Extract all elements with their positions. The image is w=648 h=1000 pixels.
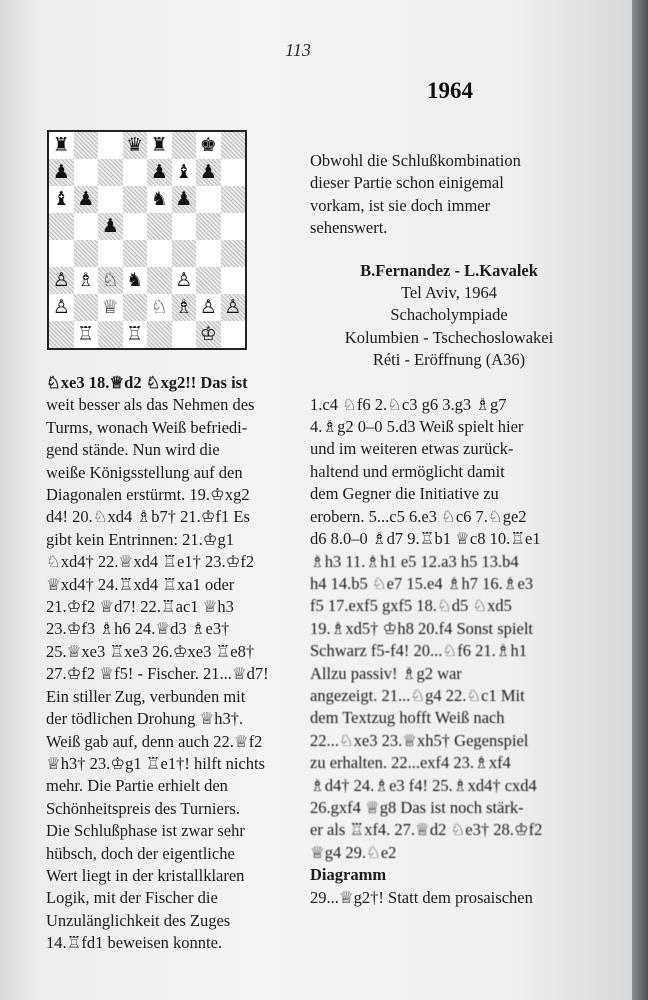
chess-square (221, 240, 246, 267)
text-line: gend stände. Nun wird die (46, 440, 220, 460)
chess-square (49, 213, 74, 240)
chess-square (221, 321, 246, 348)
chess-piece-icon: ♛ (126, 134, 144, 156)
intro-line: Obwohl die Schlußkombination (310, 151, 521, 170)
text-line: h4 14.b5 ♘e7 15.e4 ♗h7 16.♗e3 (310, 573, 534, 593)
chess-piece-icon: ♙ (199, 296, 217, 318)
text-line: dem Textzug hofft Weiß nach (310, 708, 505, 728)
game-place: Tel Aviv, 1964 (400, 283, 497, 303)
chess-piece-square (74, 186, 99, 213)
text-line: 22...♘xe3 23.♕xh5† Gegenspiel (310, 730, 529, 750)
chess-piece-icon: ♖ (77, 323, 95, 345)
section-year-heading: 1964 (427, 78, 473, 103)
text-line: 27.♔f2 ♕f5! - Fischer. 21...♕d7! (46, 664, 269, 684)
chess-piece-square (172, 159, 197, 186)
chess-piece-icon: ♟ (52, 161, 70, 183)
text-line: zu erhalten. 22...exf4 23.♗xf4 (310, 753, 511, 773)
game-teams: Kolumbien - Tschechoslowakei (344, 327, 554, 347)
chess-piece-square (172, 294, 197, 321)
chess-square (98, 159, 123, 186)
left-column-text (46, 372, 286, 955)
text-line: d6 8.0–0 ♗d7 9.♖b1 ♕c8 10.♖e1 (310, 529, 541, 549)
intro-line: dieser Partie schon einigemal (310, 173, 504, 193)
chess-piece-square (172, 186, 197, 213)
text-line: ♗h3 11.♗h1 e5 12.a3 h5 13.b4 (310, 551, 519, 571)
chess-diagram (47, 130, 247, 350)
chess-piece-icon: ♗ (175, 296, 193, 318)
chess-square (98, 186, 123, 213)
chess-square (74, 159, 99, 186)
text-line: f5 17.exf5 gxf5 18.♘d5 ♘xd5 (310, 596, 512, 616)
chess-piece-icon: ♙ (52, 269, 70, 291)
chess-square (123, 240, 148, 267)
chess-piece-icon: ♚ (199, 134, 217, 156)
chess-piece-icon: ♘ (101, 269, 119, 291)
text-line: 4.♗g2 0–0 5.d3 Weiß spielt hier (310, 417, 524, 437)
chess-piece-square (221, 294, 246, 321)
chess-piece-icon: ♘ (150, 296, 168, 318)
chess-piece-square (49, 267, 74, 294)
text-line: und im weiteren etwas zurück- (310, 439, 514, 459)
text-line: d4! 20.♘xd4 ♗b7† 21.♔f1 Es (46, 507, 250, 527)
chess-piece-icon: ♖ (126, 323, 144, 345)
chess-square (123, 159, 148, 186)
text-line: haltend und ermöglicht damit (310, 461, 505, 481)
game-header (310, 260, 588, 372)
text-line: er als ♖xf4. 27.♕d2 ♘e3† 28.♔f2 (310, 820, 543, 840)
chess-piece-icon: ♝ (175, 161, 193, 183)
chess-square (123, 294, 148, 321)
text-line: 14.♖fd1 beweisen konnte. (46, 933, 223, 953)
chess-piece-square (74, 267, 99, 294)
chess-piece-square (123, 132, 148, 159)
chess-piece-square (147, 132, 172, 159)
chess-square (221, 267, 246, 294)
chess-piece-square (196, 321, 221, 348)
chess-square (196, 240, 221, 267)
chess-piece-icon: ♟ (101, 215, 119, 237)
right-column-text (310, 150, 588, 909)
chess-piece-icon: ♙ (175, 269, 193, 291)
text-line: mehr. Die Partie erhielt den (46, 776, 228, 796)
text-line: 26.gxf4 ♕g8 Das ist noch stärk- (310, 797, 524, 817)
chess-square (221, 186, 246, 213)
text-line: Schwarz f5-f4! 20...♘f6 21.♗h1 (310, 641, 527, 661)
chess-piece-icon: ♔ (199, 323, 217, 345)
text-line: ♕g4 29.♘e2 (310, 842, 397, 862)
chess-piece-icon: ♙ (224, 296, 242, 318)
chess-square (74, 240, 99, 267)
text-line: Weiß gab auf, denn auch 22.♕f2 (46, 731, 263, 751)
chess-piece-square (172, 267, 197, 294)
chess-square (123, 213, 148, 240)
text-line: 25.♕xe3 ♖xe3 26.♔xe3 ♖e8† (46, 641, 255, 661)
chess-square (172, 132, 197, 159)
chess-piece-square (98, 267, 123, 294)
chess-piece-square (74, 321, 99, 348)
chess-piece-icon: ♟ (150, 161, 168, 183)
chess-square (49, 321, 74, 348)
chess-piece-square (123, 321, 148, 348)
chess-piece-icon: ♙ (52, 296, 70, 318)
chess-piece-square (147, 294, 172, 321)
text-line: ♕h3† 23.♔g1 ♖e1†! hilft nichts (46, 753, 265, 773)
chess-square (74, 294, 99, 321)
chess-piece-square (49, 132, 74, 159)
chess-square (49, 240, 74, 267)
text-line: ♘xd4† 22.♕xd4 ♖e1† 23.♔f2 (46, 552, 255, 572)
chess-piece-icon: ♟ (77, 188, 95, 210)
text-line: dem Gegner die Initiative zu (310, 484, 499, 504)
chess-square (196, 267, 221, 294)
chess-piece-square (196, 159, 221, 186)
text-line: Turms, wonach Weiß befriedi- (46, 417, 248, 437)
chess-piece-square (98, 294, 123, 321)
text-line: erobern. 5...c5 6.e3 ♘c6 7.♘ge2 (310, 506, 527, 526)
chess-square (221, 213, 246, 240)
chess-piece-icon: ♞ (150, 188, 168, 210)
chess-square (98, 132, 123, 159)
chess-square (123, 186, 148, 213)
chess-piece-square (196, 294, 221, 321)
chess-piece-square (49, 159, 74, 186)
background-edge (632, 0, 648, 1000)
text-line: Wert liegt in der kristallklaren (46, 865, 245, 885)
text-line: 23.♔f3 ♗h6 24.♕d3 ♗e3† (46, 619, 230, 639)
text-line: 1.c4 ♘f6 2.♘c3 g6 3.g3 ♗g7 (310, 394, 507, 414)
text-line: 21.♔f2 ♕d7! 22.♖ac1 ♕h3 (46, 597, 234, 617)
chess-square (196, 186, 221, 213)
chess-piece-icon: ♟ (199, 161, 217, 183)
chess-piece-square (196, 132, 221, 159)
chess-square (221, 159, 246, 186)
text-line: gibt kein Entrinnen: 21.♔g1 (46, 529, 235, 549)
text-line: Schönheitspreis des Turniers. (46, 798, 240, 818)
chess-square (196, 213, 221, 240)
text-line: weiße Königsstellung auf den (46, 462, 243, 482)
text-line: Unzulänglichkeit des Zuges (46, 910, 231, 930)
chess-square (172, 240, 197, 267)
text-line: angezeigt. 21...♘g4 22.♘c1 Mit (310, 685, 525, 705)
chess-piece-square (49, 186, 74, 213)
text-line: der tödlichen Drohung ♕h3†. (46, 709, 244, 729)
text-line: Logik, mit der Fischer die (46, 888, 218, 908)
chess-square (147, 267, 172, 294)
chess-square (74, 213, 99, 240)
chess-square (147, 213, 172, 240)
chess-square (221, 132, 246, 159)
chess-piece-square (147, 159, 172, 186)
chess-square (147, 240, 172, 267)
text-line: 19.♗xd5† ♔h8 20.f4 Sonst spielt (310, 618, 534, 638)
game-opening: Réti - Eröffnung (A36) (372, 350, 526, 370)
chess-square (147, 321, 172, 348)
chess-square (98, 321, 123, 348)
text-line: weit besser als das Nehmen des (46, 395, 255, 415)
intro-line: sehenswert. (310, 218, 388, 238)
chess-square (172, 213, 197, 240)
intro-line: vorkam, ist sie doch immer (310, 195, 491, 215)
chess-piece-icon: ♕ (101, 296, 119, 318)
text-line: 29...♕g2†! Statt dem prosaischen (310, 887, 533, 907)
chess-piece-square (123, 267, 148, 294)
chess-piece-square (49, 294, 74, 321)
chess-square (74, 132, 99, 159)
chess-piece-icon: ♜ (150, 134, 168, 156)
chess-piece-icon: ♝ (52, 188, 70, 210)
text-line: ♗d4† 24.♗e3 f4! 25.♗xd4† cxd4 (310, 775, 537, 795)
chess-piece-icon: ♞ (126, 269, 144, 291)
chess-piece-icon: ♗ (77, 269, 95, 291)
text-line: Die Schlußphase ist zwar sehr (46, 821, 245, 841)
text-line: ♘xe3 18.♕d2 ♘xg2!! Das ist (46, 373, 248, 392)
text-line: Allzu passiv! ♗g2 war (310, 663, 462, 683)
chess-square (172, 321, 197, 348)
text-line: ♕xd4† 24.♖xd4 ♖xa1 oder (46, 574, 235, 594)
game-event: Schacholympiade (390, 305, 508, 325)
text-line: hübsch, doch der eigentliche (46, 843, 235, 863)
chess-piece-square (147, 186, 172, 213)
page-number: 113 (285, 40, 311, 60)
text-line: Ein stiller Zug, verbunden mit (46, 686, 246, 706)
text-line: Diagonalen erstürmt. 19.♔xg2 (46, 485, 250, 505)
diagram-label: Diagramm (310, 865, 387, 885)
chess-piece-icon: ♜ (52, 134, 70, 156)
chess-piece-icon: ♟ (175, 188, 193, 210)
chess-square (98, 240, 123, 267)
chess-piece-square (98, 213, 123, 240)
game-players: B.Fernandez - L.Kavalek (360, 260, 538, 280)
